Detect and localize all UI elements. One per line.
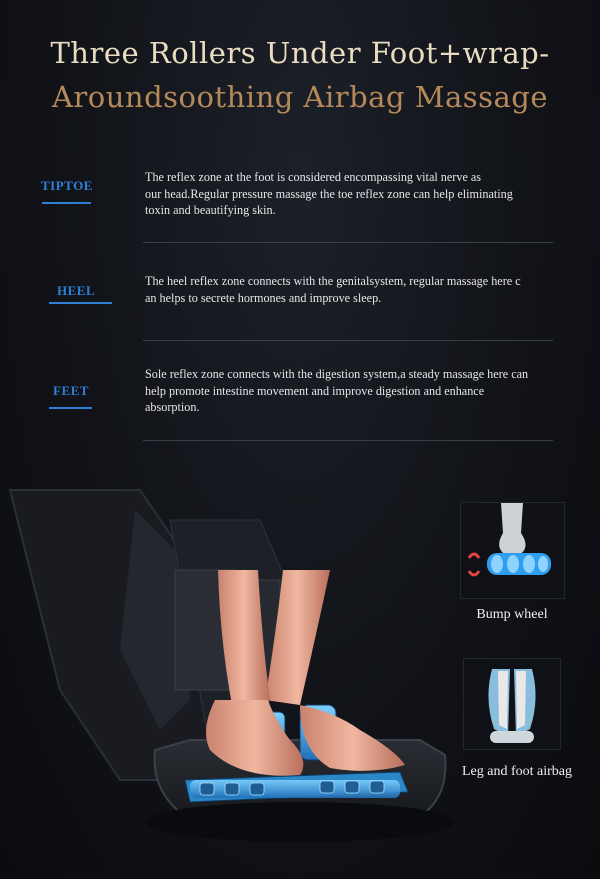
- zone-label-underline: [42, 202, 91, 204]
- zone-label-underline: [49, 407, 92, 409]
- feature-caption-airbag: Leg and foot airbag: [461, 764, 572, 779]
- zone-label-tiptoe: TIPTOE: [41, 178, 93, 193]
- zone-description-heel: The heel reflex zone connects with the genitalsystem, regular massage here c an helps to secrete hormones and improve sleep.: [145, 274, 521, 305]
- zone-label-feet: FEET: [53, 383, 89, 398]
- zone-divider: [143, 242, 553, 243]
- bump-wheel-image: [461, 503, 564, 598]
- zone-label-heel: HEEL: [57, 283, 96, 298]
- massage-chair-illustration: [0, 450, 600, 879]
- zone-description-feet: Sole reflex zone connects with the digestion system,a steady massage here can help promote intestine movement and improve digestion and enhance absorption.: [145, 367, 529, 414]
- page-title-line-2: Aroundsoothing Airbag Massage: [51, 80, 549, 114]
- page-title-line-1: Three Rollers Under Foot+wrap-: [50, 36, 550, 70]
- zone-divider: [143, 440, 553, 441]
- leg-airbag-image: [464, 659, 560, 749]
- zone-label-underline: [49, 302, 112, 304]
- zone-description-tiptoe: The reflex zone at the foot is considered encompassing vital nerve as our head.Regular pressure massage the toe reflex zone can help eliminating toxin and beautifying skin.: [145, 170, 513, 217]
- feature-caption-bump-wheel: Bump wheel: [476, 607, 548, 622]
- zone-divider: [143, 340, 553, 341]
- airbag-thumbnail: [463, 658, 561, 750]
- bump-wheel-thumbnail: [460, 502, 565, 599]
